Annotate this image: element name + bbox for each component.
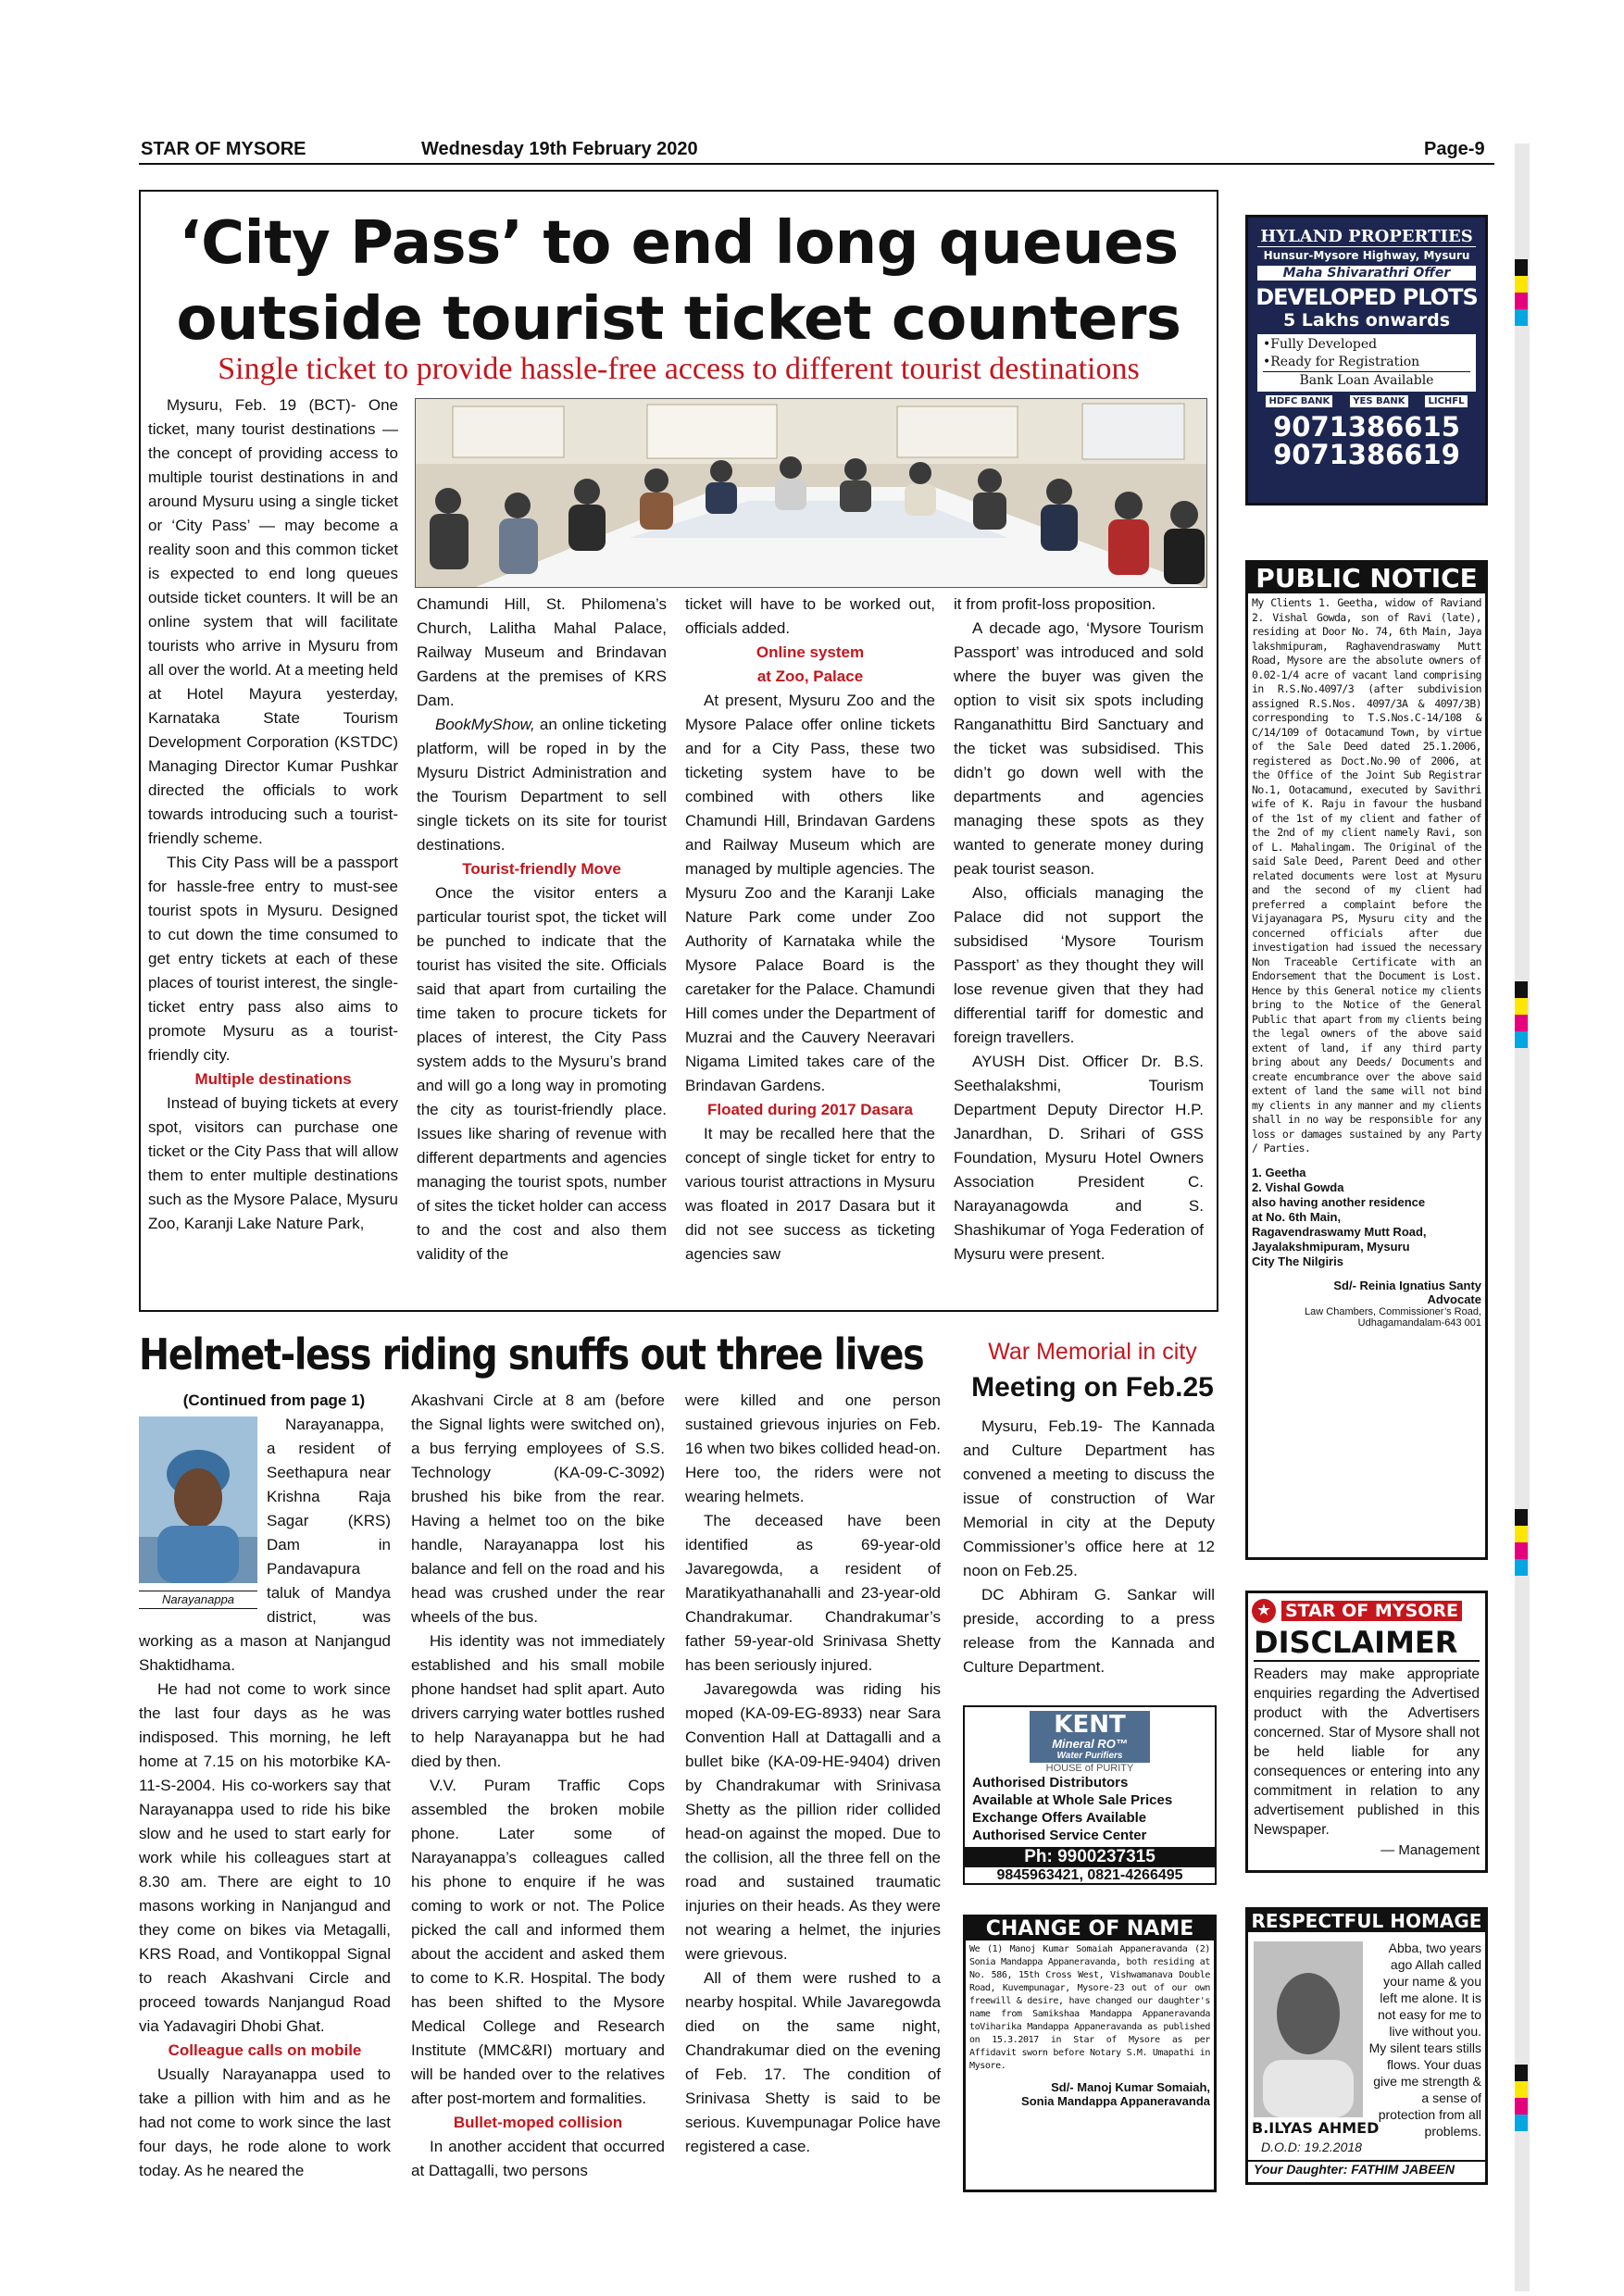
lead-paragraph: A decade ago, ‘Mysore Tourism Passport’ was introduced and sold where the buyer was given the option to visit six spots including Ranganathittu Bird Sanctuary and the ticket was subsidised. This didn’t go down well with the departments and agencies managing these spots as they wanted to generate money during peak tourist season. <box>954 619 1204 878</box>
helmet-paragraph: Javaregowda was riding his moped (KA-09-EG-8933) near Sara Convention Hall at Dattagalli and a bullet bike (KA-09-HE-9404) driven by Chandrakumar with Srinivasa Shetty as the pillion rider collided head-on against the moped. Due to the collision, all the three fell on the road and sustained traumatic injuries on their heads. As they were not wearing a helmet, the injuries were grievous. <box>685 1680 941 1963</box>
helmet-paragraph: Narayanappa, a resident of Seethapura near Krishna Raja Sagar (KRS) Dam in Pandavapura taluk of Mandya district, was working as a mason at Nanjangud Shaktidhama. <box>139 1416 391 1674</box>
lead-subhead-zoo-palace: at Zoo, Palace <box>756 668 864 685</box>
hyland-title: DEVELOPED PLOTS <box>1255 284 1478 310</box>
lead-headline <box>148 206 1209 357</box>
registration-marks-mid <box>1515 981 1528 1048</box>
hyland-price: 5 Lakhs onwards <box>1282 310 1451 331</box>
hyland-loan: Bank Loan Available <box>1263 371 1470 390</box>
kent-house: HOUSE of PURITY <box>1045 1763 1134 1774</box>
lead-kicker: Single ticket to provide hassle-free access to different tourist destinations <box>218 352 1140 386</box>
public-notice-address <box>1252 1166 1481 1269</box>
helmet-column-3 <box>685 1389 941 2291</box>
continued-note: (Continued from page 1) <box>182 1391 366 1409</box>
public-notice-ad <box>1245 560 1488 1560</box>
lead-column-2 <box>417 593 667 1305</box>
registration-marks-bottom <box>1515 2065 1528 2131</box>
change-of-name-sign-1: Sd/- Manoj Kumar Somaiah, <box>1051 2080 1210 2094</box>
hyland-phone-2: 9071386619 <box>1273 439 1460 470</box>
lead-paragraph: This City Pass will be a passport for hassle-free entry to must-see tourist spots in Mysuru. Designed to cut down the time consumed to get entry tickets at each of these places of tourist interest, the single-ticket entry pass also aims to promote Mysuru as a tourist-friendly city. <box>148 854 398 1064</box>
kent-lines <box>965 1774 1215 1844</box>
change-of-name-body: We (1) Manoj Kumar Somaiah Appaneravanda (2) Sonia Mandappa Appaneravanda, both residing at No. 586, 15th Cross West, Vishwamanava Double Road, Kuvempunagar, Mysore-23 out of our own freewill & desire, have changed our daughter's name from Samikshaa Mandappa Appaneravanda toViharika Mandappa Appaneravanda as published on 15.3.2017 in Star of Mysore as per Affidavit sworn before Notary S.M. Umapathi in Mysore. <box>969 1944 1210 2071</box>
lead-paragraph: Mysuru, Feb. 19 (BCT)- One ticket, many tourist destinations — the concept of providing access to multiple tourist destinations in and around Mysuru using a single ticket or ‘City Pass’ — may become a reality soon and this common ticket is expected to end long queues outside ticket counters. It will be an online system that will facilitate tourists who arrive in Mysuru from all over the world. At a meeting held at Hotel Mayura yesterday, Karnataka State Tourism Development Corporation (KSTDC) Managing Director Kumar Pushkar directed the officials to work towards introducing such a tourist-friendly scheme. <box>148 396 398 847</box>
helmet-paragraph: All of them were rushed to a nearby hospital. While Javaregowda died on the same night, Chandrakumar died on the evening of Feb. 17. The condition of Srinivasa Shetty is said to be serious. Kuvempunagar Police have registered a case. <box>685 1969 941 2155</box>
hyland-offer: Maha Shivarathri Offer <box>1257 266 1476 281</box>
lead-paragraph: an online ticketing platform, will be roped in by the Mysuru District Administration and the Tourism Department to sell single tickets on its site for tourist destinations. <box>417 716 667 854</box>
bookmyshow-name: BookMyShow, <box>435 716 535 733</box>
kent-line-1: Authorised Distributors <box>972 1775 1129 1791</box>
helmet-paragraph: V.V. Puram Traffic Cops assembled the broken mobile phone. Later some of Narayanappa’s colleagues called his phone to enquire if he was coming to work or not. The Police picked the call and informed them about the accident and asked them to come to K.R. Hospital. The body has been shifted to the Mysore Medical College and Research Institute (MMC&RI) mortuary and will be handed over to the relatives after post-mortem and formalities. <box>411 1777 665 2107</box>
hyland-location: Hunsur-Mysore Highway, Mysuru <box>1263 249 1470 262</box>
kent-line-3: Exchange Offers Available <box>972 1810 1147 1826</box>
notice-signature: Sd/- Reinia Ignatius Santy <box>1333 1278 1481 1292</box>
lead-headline-line1: ‘City Pass’ to end long queues <box>179 209 1179 278</box>
change-of-name-sign-2: Sonia Mandappa Appaneravanda <box>1021 2094 1210 2108</box>
lead-column-3 <box>685 593 935 1305</box>
helmet-subhead-colleague-calls: Colleague calls on mobile <box>168 2041 362 2059</box>
bank-logo-yes: YES BANK <box>1350 395 1407 407</box>
notice-addressee-1: 1. Geetha <box>1252 1165 1306 1179</box>
lead-paragraph: At present, Mysuru Zoo and the Mysore Palace offer online tickets and for a City Pass, these two ticketing system have to be combined with others like Chamundi Hill, Brindavan Gardens and Railway Museum which are managed by multiple agencies. The Mysuru Zoo and the Karanji Lake Nature Park come under Zoo Authority of Karnataka while the Mysore Palace Board is the caretaker for the Palace. Chamundi Hill comes under the Department of Muzrai and the Cauvery Neeravari Nigama Limited takes care of the Brindavan Gardens. <box>685 692 935 1094</box>
lead-paragraph: ticket will have to be worked out, officials added. <box>685 595 935 637</box>
kent-line-2: Available at Whole Sale Prices <box>972 1792 1173 1808</box>
lead-subhead-dasara: Floated during 2017 Dasara <box>706 1101 914 1118</box>
helmet-subhead-bullet-moped: Bullet-moped collision <box>453 2114 623 2131</box>
change-of-name-title: CHANGE OF NAME <box>966 1917 1214 1940</box>
kent-brand: KENT <box>1054 1711 1126 1739</box>
kent-line-4: Authorised Service Center <box>972 1828 1147 1843</box>
notice-chambers-1: Law Chambers, Commissioner’s Road, <box>1305 1305 1481 1317</box>
lead-subhead-online-system: Online system <box>756 643 865 661</box>
lead-column-1 <box>148 393 398 1305</box>
notice-addressee-2: 2. Vishal Gowda <box>1252 1179 1344 1194</box>
paper-name: STAR OF MYSORE <box>141 139 306 159</box>
kent-sub: Mineral RO™ <box>1052 1737 1128 1751</box>
notice-chambers-2: Udhagamandalam-643 001 <box>1357 1316 1481 1329</box>
lead-subhead-tourist-friendly: Tourist-friendly Move <box>462 860 621 878</box>
lead-paragraph: It may be recalled here that the concept of single ticket for entry to various tourist attractions in Mysuru was floated in 2017 Dasara but it did not see success as ticketing agencies saw <box>685 1125 935 1263</box>
helmet-paragraph: Usually Narayanappa used to take a pillion with him and as he had not come to work since the last four days, he rode alone to work today. As he neared the <box>139 2065 391 2179</box>
helmet-column-1 <box>139 1389 391 2291</box>
kent-phone-2: 9845963421, 0821-4266495 <box>996 1867 1183 1883</box>
war-kicker: War Memorial in city <box>988 1339 1197 1365</box>
hyland-features <box>1257 334 1476 392</box>
header-rule <box>139 163 1494 165</box>
war-headline: Meeting on Feb.25 <box>971 1372 1214 1403</box>
disclaimer-body: Readers may make appropriate enquiries regarding the Advertised product with the Advertisers concerned. Star of Mysore shall not be held liable for any consequences or entering into any commitment in relation to any advertisement published in this Newspaper. <box>1254 1666 1480 1838</box>
homage-from: Your Daughter: FATHIM JABEEN <box>1248 2160 1485 2177</box>
page-number: Page-9 <box>1424 139 1485 159</box>
hyland-feature-1: •Fully Developed <box>1263 337 1378 352</box>
lead-paragraph: AYUSH Dist. Officer Dr. B.S. Seethalakshmi, Tourism Department Deputy Director H.P. Janardhan, D. Srihari of GSS Foundation, Mysuru Hotel Owners Association President C. Narayanagowda and S. Shashikumar of Yoga Federation of Mysuru were present. <box>954 1053 1204 1263</box>
notice-address: also having another residence at No. 6th Main, Ragavendraswamy Mutt Road, Jayalakshmipuram, Mysuru City The Nilgiris <box>1252 1194 1427 1268</box>
helmet-paragraph: In another accident that occurred at Dattagalli, two persons <box>411 2138 665 2179</box>
lead-paragraph: Also, officials managing the Palace did not support the subsidised ‘Mysore Tourism Passport’ as they thought they will lose revenue given that they had differential tariff for domestic and foreign travellers. <box>954 884 1204 1046</box>
homage-dod: D.O.D: 19.2.2018 <box>1261 2140 1362 2154</box>
lead-paragraph: Chamundi Hill, St. Philomena’s Church, Lalitha Mahal Palace, Railway Museum and Brindavan Gardens at the premises of KRS Dam. <box>417 595 667 709</box>
hyland-brand: HYLAND PROPERTIES <box>1257 227 1476 247</box>
meeting-photo-illustration <box>416 399 1207 588</box>
kent-phone-1: Ph: 9900237315 <box>965 1847 1215 1867</box>
hyland-banks <box>1257 395 1476 407</box>
helmet-paragraph: Akashvani Circle at 8 am (before the Signal lights were switched on), a bus ferrying employees of S.S. Technology (KA-09-C-3092) brushed his bike from the rear. Having a helmet too on the bike handle, Narayanappa lost his balance and fell on the road and his head was crushed under the rear wheels of the bus. <box>411 1391 665 1626</box>
lead-subhead-multiple-destinations: Multiple destinations <box>194 1070 352 1088</box>
disclaimer-signature: — Management <box>1380 1842 1480 1858</box>
helmet-column-2 <box>411 1389 665 2291</box>
lead-column-4 <box>954 593 1204 1305</box>
homage-name: B.ILYAS AHMED <box>1252 2119 1380 2137</box>
lead-paragraph: it from profit-loss proposition. <box>954 595 1156 613</box>
star-logo-icon: ★ <box>1252 1599 1276 1623</box>
disclaimer-title: DISCLAIMER <box>1254 1625 1480 1662</box>
kent-ad <box>963 1705 1217 1885</box>
change-of-name-ad <box>963 1915 1217 2192</box>
helmet-paragraph: were killed and one person sustained grievous injuries on Feb. 16 when two bikes collided head-on. Here too, the riders were not wearing helmets. <box>685 1391 941 1505</box>
kent-logo <box>1030 1711 1150 1763</box>
registration-marks-top <box>1515 259 1528 326</box>
public-notice-title: PUBLIC NOTICE <box>1248 563 1485 593</box>
kent-tag: Water Purifiers <box>1056 1751 1123 1761</box>
lead-paragraph: Once the visitor enters a particular tourist spot, the ticket will be punched to indicate that the tourist has visited the site. Officials said that apart from curtailing the time taken to procure tickets for places of interest, the City Pass system adds to the Mysuru’s brand and will go a long way in promoting the city as tourist-friendly place. Issues like sharing of revenue with different departments and agencies managing the tourist spots, number of sites the ticket holder can access to and the cost and also them validity of the <box>417 884 667 1263</box>
hyland-phone-1: 9071386615 <box>1273 411 1460 443</box>
hyland-properties-ad <box>1245 215 1488 505</box>
homage-poem: Abba, two years ago Allah called your name & you left me alone. It is not easy for me to live without you. My silent tears stills flows. Your duas give me strength & a sense of protection from all problems. <box>1368 1940 1481 2139</box>
issue-date: Wednesday 19th February 2020 <box>421 139 698 159</box>
victim-photo-caption: Narayanappa <box>139 1591 257 1609</box>
victim-photo-block <box>139 1416 257 1607</box>
helmet-paragraph: He had not come to work since the last four days as he was indisposed. This morning, he left home at 7.15 on his motorbike KA-11-S-2004. His co-workers say that Narayanappa used to ride his bike slow and he used to start early for work while his colleagues start at 8.30 am. There are eight to 10 masons working in Nanjangud and they come on bikes via Metagalli, KRS Road, and Vontikoppal Signal to reach Akashvani Circle and proceed towards Nanjangud Road via Yadavagiri Dhobi Ghat. <box>139 1680 391 2035</box>
helmet-paragraph: His identity was not immediately established and his small mobile phone handset had split apart. Auto drivers carrying water bottles rushed to help Narayanappa but he had died by then. <box>411 1632 665 1770</box>
lead-headline-line2: outside tourist ticket counters <box>176 285 1181 354</box>
registration-marks-low <box>1515 1509 1528 1576</box>
war-paragraph: DC Abhiram G. Sankar will preside, according to a press release from the Kannada and Culture Department. <box>963 1586 1215 1676</box>
homage-ad <box>1245 1907 1488 2185</box>
disclaimer-brand: STAR OF MYSORE <box>1281 1601 1462 1621</box>
war-column <box>963 1415 1215 1692</box>
hyland-feature-2: •Ready for Registration <box>1263 355 1420 369</box>
disclaimer-box <box>1245 1591 1488 1873</box>
homage-portrait <box>1254 1941 1363 2117</box>
war-paragraph: Mysuru, Feb.19- The Kannada and Culture Department has convened a meeting to discuss the issue of construction of War Memorial in city at the Deputy Commissioner’s office here at 12 noon on Feb.25. <box>963 1417 1215 1579</box>
public-notice-body: My Clients 1. Geetha, widow of Raviand 2. Vishal Gowda, son of Ravi (late), residing at Door No. 74, 6th Main, Jaya lakshmipuram, Raghavendraswamy Mutt Road, Mysore are the absolute owners of 0.02-1/4 acre of vacant land comprising in R.S.No.4097/3 (after subdivision assigned R.S.Nos. 4097/3A & 4097/3B) corresponding to T.S.Nos.C-14/108 & C/14/109 of Ootacamund Town, by virtue of the Sale Deed dated 25.1.2006, registered as Doct.No.90 of 2006, at the Office of the Joint Sub Registrar No.1, Ootacamund, executed by Savithri wife of K. Raju in favour the husband of the 1st of my client and father of the 2nd of my client namely Ravi, son of L. Mahalingam. The Original of the said Sale Deed, Parent Deed and other related documents were lost at Mysuru and the second of my client had preferred a complaint before the Vijayanagara PS, Mysuru city and the concerned officials after due investigation had issued the necessary Non Traceable Certificate with an Endorsement that the Document is Lost. Hence by this General notice my clients bring to the Notice of the General Public that apart from my clients being the legal owners of the above said extent of land, if any third party bring about any Deeds/ Documents and create encumbrance over the above said extent of land the same will not bind my clients in any manner and my clients shall in no way be responsible for any loss or damages sustained by any Party / Parties. <box>1252 596 1481 1154</box>
helmet-headline: Helmet-less riding snuffs out three lives <box>139 1329 924 1379</box>
notice-signature-role: Advocate <box>1427 1292 1481 1306</box>
homage-title: RESPECTFUL HOMAGE <box>1248 1910 1485 1932</box>
bank-logo-hdfc: HDFC BANK <box>1266 395 1332 407</box>
margin-strip <box>1515 144 1530 2291</box>
bank-logo-lichfl: LICHFL <box>1425 395 1467 407</box>
victim-photo <box>139 1416 257 1583</box>
disclaimer-brand-row <box>1252 1599 1480 1623</box>
helmet-paragraph: The deceased have been identified as 69-year-old Javaregowda, a resident of Maratikyathanahalli and 23-year-old Chandrakumar. Chandrakumar’s father 59-year-old Srinivasa Shetty has been seriously injured. <box>685 1512 941 1674</box>
meeting-photo <box>415 398 1207 588</box>
lead-paragraph: Instead of buying tickets at every spot, visitors can purchase one ticket or the City Pass that will allow them to enter multiple destinations such as the Mysore Palace, Mysuru Zoo, Karanji Lake Nature Park, <box>148 1094 398 1232</box>
